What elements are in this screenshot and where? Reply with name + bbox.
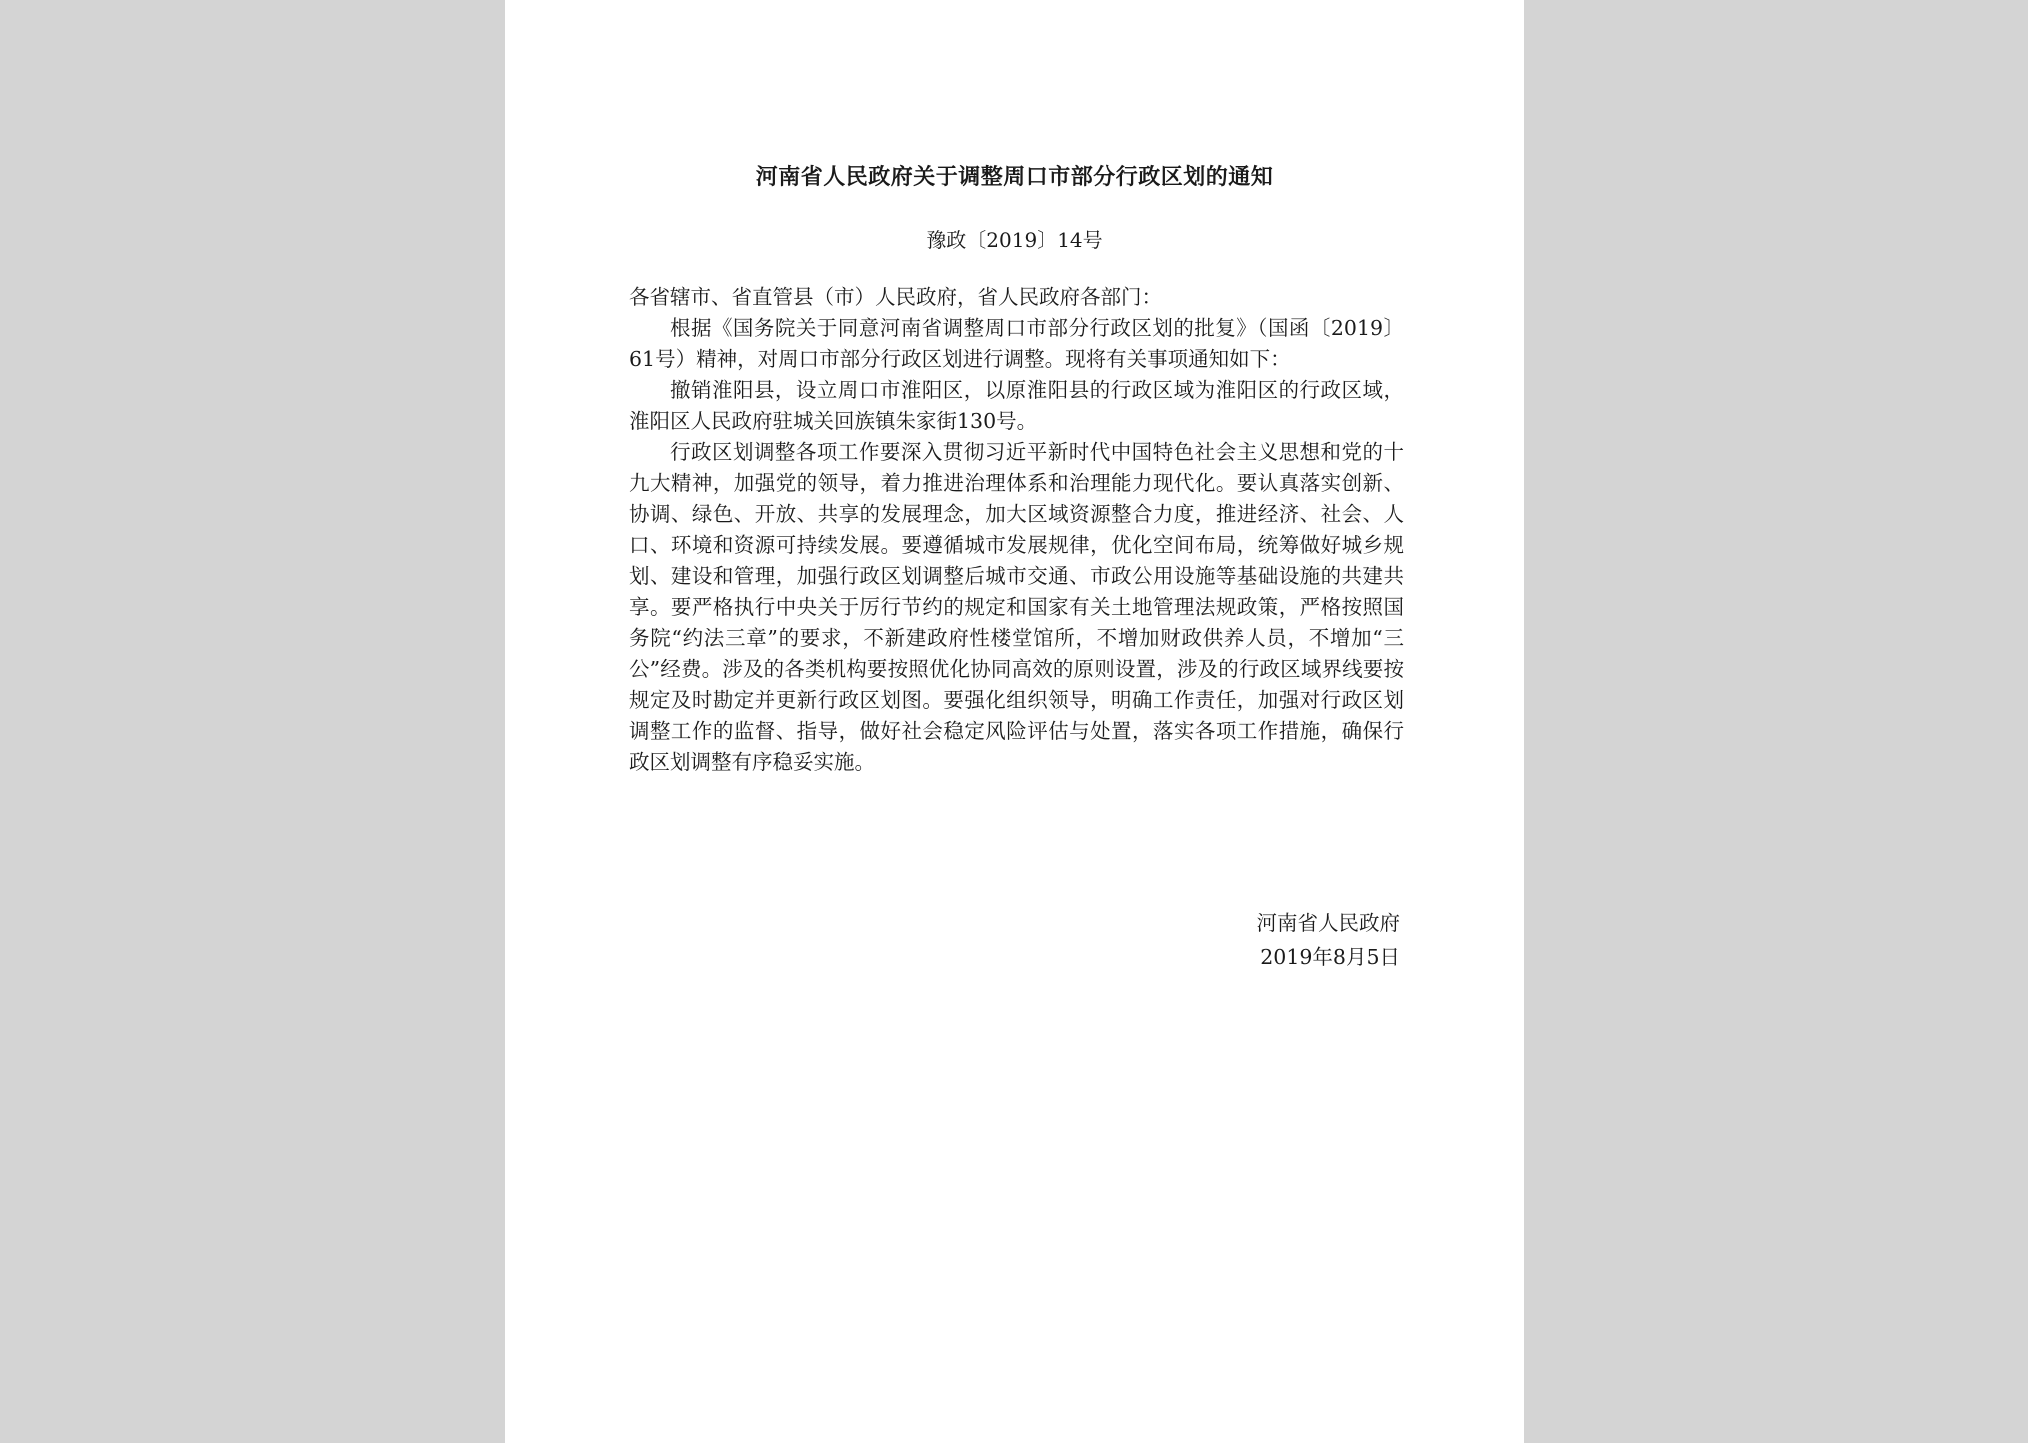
document-number: 豫政〔2019〕14号: [926, 228, 1103, 252]
paragraph-3: 行政区划调整各项工作要深入贯彻习近平新时代中国特色社会主义思想和党的十九大精神，加强党的领导，着力推进治理体系和治理能力现代化。要认真落实创新、协调、绿色、开放、共享的发展理念，加大区域资源整合力度，推进经济、社会、人口、环境和资源可持续发展。要遵循城市发展规律，优化空间布局，统筹做好城乡规划、建设和管理，加强行政区划调整后城市交通、市政公用设施等基础设施的共建共享。要严格执行中央关于厉行节约的规定和国家有关土地管理法规政策，严格按照国务院“约法三章”的要求，不新建政府性楼堂馆所，不增加财政供养人员，不增加“三公”经费。涉及的各类机构要按照优化协同高效的原则设置，涉及的行政区域界线要按规定及时勘定并更新行政区划图。要强化组织领导，明确工作责任，加强对行政区划调整工作的监督、指导，做好社会稳定风险评估与处置，落实各项工作措施，确保行政区划调整有序稳妥实施。: [629, 440, 1404, 774]
document-title: 河南省人民政府关于调整周口市部分行政区划的通知: [755, 164, 1274, 190]
paragraph-2: 撤销淮阳县，设立周口市淮阳区，以原淮阳县的行政区域为淮阳区的行政区域，淮阳区人民政府驻城关回族镇朱家街130号。: [629, 378, 1404, 433]
document-body: [629, 282, 1404, 778]
document-page: [505, 0, 1524, 1443]
signature-block: [1257, 906, 1401, 974]
salutation: 各省辖市、省直管县（市）人民政府，省人民政府各部门：: [629, 285, 1162, 309]
paragraph-1: 根据《国务院关于同意河南省调整周口市部分行政区划的批复》（国函〔2019〕61号）精神，对周口市部分行政区划进行调整。现将有关事项通知如下：: [629, 316, 1404, 371]
signature-date: 2019年8月5日: [1260, 945, 1400, 969]
signature-org: 河南省人民政府: [1256, 911, 1400, 935]
